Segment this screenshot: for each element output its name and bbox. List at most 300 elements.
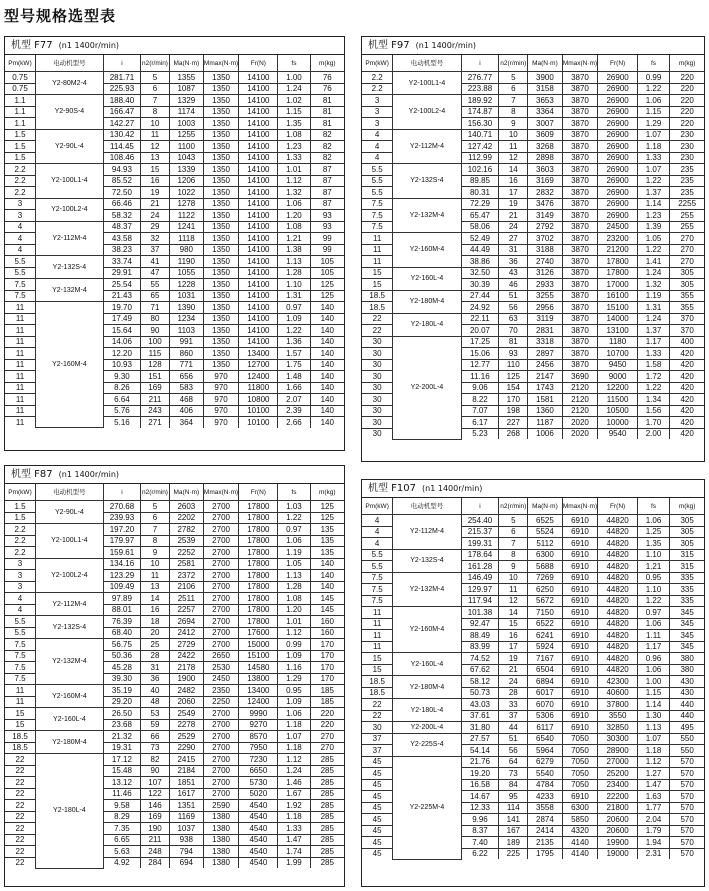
cell-i: 43.58 xyxy=(103,233,140,245)
cell-pm: 7.5 xyxy=(5,662,36,674)
cell-m: 230 xyxy=(670,152,704,164)
cell-ma: 2252 xyxy=(169,547,203,559)
cell-ma: 2278 xyxy=(169,719,203,731)
cell-fs: 1.07 xyxy=(637,733,669,745)
cell-i: 178.64 xyxy=(461,549,499,561)
cell-n: 268 xyxy=(499,428,528,439)
table-row xyxy=(362,653,704,665)
table-row xyxy=(5,708,344,720)
cell-pm: 5.5 xyxy=(5,267,36,279)
cell-m: 99 xyxy=(310,233,344,245)
cell-i: 6.22 xyxy=(461,848,499,859)
cell-fs: 1.33 xyxy=(278,152,310,164)
cell-fs: 1.58 xyxy=(637,359,669,371)
cell-n: 44 xyxy=(499,722,528,734)
cell-m: 285 xyxy=(310,811,344,823)
cell-fs: 2.04 xyxy=(637,814,669,826)
cell-fs: 1.06 xyxy=(637,515,669,527)
cell-fr: 14100 xyxy=(239,290,278,302)
cell-m: 135 xyxy=(310,524,344,536)
cell-pm: 11 xyxy=(362,607,393,619)
cell-fs: 0.97 xyxy=(278,302,310,314)
cell-pm: 5.5 xyxy=(362,561,393,573)
cell-ma: 794 xyxy=(169,846,203,858)
cell-fr: 14100 xyxy=(239,313,278,325)
header-row xyxy=(5,55,344,72)
cell-m: 355 xyxy=(670,290,704,302)
cell-motor: Y2-200L-4 xyxy=(393,722,461,734)
cell-fs: 1.06 xyxy=(278,708,310,720)
cell-m: 140 xyxy=(310,336,344,348)
cell-fs: 1.07 xyxy=(637,164,669,176)
cell-fs: 1.22 xyxy=(637,244,669,256)
cell-m: 550 xyxy=(670,745,704,757)
cell-fs: 1.24 xyxy=(637,313,669,325)
cell-i: 5.23 xyxy=(461,428,499,439)
cell-m: 93 xyxy=(310,210,344,222)
cell-i: 6.64 xyxy=(103,394,140,406)
cell-fr: 26900 xyxy=(598,83,637,95)
cell-fr: 26900 xyxy=(598,129,637,141)
cell-m: 87 xyxy=(310,175,344,187)
cell-fs: 1.22 xyxy=(278,325,310,337)
cell-mmax: 1350 xyxy=(203,267,239,279)
cell-n: 71 xyxy=(141,302,170,314)
cell-m: 76 xyxy=(310,83,344,95)
cell-m: 285 xyxy=(310,788,344,800)
cell-ma: 2415 xyxy=(169,754,203,766)
cell-ma: 583 xyxy=(169,382,203,394)
cell-i: 17.12 xyxy=(103,754,140,766)
cell-n: 243 xyxy=(141,405,170,417)
cell-mmax: 2120 xyxy=(562,382,598,394)
cell-mmax: 1350 xyxy=(203,233,239,245)
cell-fs: 1.14 xyxy=(637,699,669,711)
cell-mmax: 1350 xyxy=(203,348,239,360)
col-header-mmax: Mmax(N·m) xyxy=(203,55,239,72)
cell-n: 63 xyxy=(499,313,528,325)
cell-fr: 17800 xyxy=(239,604,278,616)
cell-pm: 2.2 xyxy=(5,547,36,559)
cell-m: 140 xyxy=(310,302,344,314)
cell-m: 220 xyxy=(670,95,704,107)
cell-fr: 30300 xyxy=(598,733,637,745)
cell-mmax: 2020 xyxy=(562,417,598,429)
cell-fr: 26900 xyxy=(598,95,637,107)
cell-pm: 18.5 xyxy=(362,290,393,302)
cell-m: 220 xyxy=(670,83,704,95)
cell-i: 142.27 xyxy=(103,118,140,130)
cell-pm: 30 xyxy=(362,359,393,371)
cell-pm: 7.5 xyxy=(5,290,36,302)
cell-n: 7 xyxy=(141,95,170,107)
cell-fs: 1.22 xyxy=(637,595,669,607)
cell-m: 335 xyxy=(670,584,704,596)
cell-i: 254.40 xyxy=(461,515,499,527)
cell-fr: 40600 xyxy=(598,687,637,699)
cell-pm: 7.5 xyxy=(362,198,393,210)
cell-fs: 1.79 xyxy=(637,825,669,837)
cell-i: 72.29 xyxy=(461,198,499,210)
cell-fs: 1.47 xyxy=(278,834,310,846)
cell-fs: 1.32 xyxy=(637,279,669,291)
cell-m: 93 xyxy=(310,221,344,233)
cell-mmax: 2700 xyxy=(203,524,239,536)
cell-pm: 45 xyxy=(362,802,393,814)
cell-n: 189 xyxy=(499,837,528,849)
cell-fr: 17800 xyxy=(239,524,278,536)
cell-mmax: 6910 xyxy=(562,607,598,619)
cell-fs: 1.16 xyxy=(278,662,310,674)
cell-m: 125 xyxy=(310,512,344,524)
cell-fr: 44820 xyxy=(598,561,637,573)
cell-ma: 1241 xyxy=(169,221,203,233)
cell-fr: 10100 xyxy=(239,405,278,417)
cell-fs: 1.37 xyxy=(637,187,669,199)
cell-ma: 2511 xyxy=(169,593,203,605)
cell-mmax: 970 xyxy=(203,417,239,428)
cell-m: 125 xyxy=(310,279,344,291)
cell-m: 270 xyxy=(310,742,344,754)
cell-n: 15 xyxy=(141,164,170,176)
cell-ma: 2422 xyxy=(169,650,203,662)
cell-fr: 14100 xyxy=(239,279,278,291)
cell-i: 25.54 xyxy=(103,279,140,291)
table-row xyxy=(5,501,344,513)
cell-ma: 6300 xyxy=(528,549,562,561)
cell-fs: 1.92 xyxy=(278,800,310,812)
cell-i: 134.16 xyxy=(103,558,140,570)
cell-pm: 3 xyxy=(362,95,393,107)
cell-m: 420 xyxy=(670,428,704,439)
cell-ma: 3900 xyxy=(528,72,562,84)
cell-mmax: 970 xyxy=(203,382,239,394)
cell-motor: Y2-90S-4 xyxy=(36,95,104,130)
cell-fs: 1.07 xyxy=(278,731,310,743)
cell-fs: 0.95 xyxy=(637,572,669,584)
cell-i: 35.19 xyxy=(103,685,140,697)
cell-pm: 45 xyxy=(362,848,393,859)
cell-ma: 2456 xyxy=(528,359,562,371)
cell-i: 13.12 xyxy=(103,777,140,789)
table-row xyxy=(5,524,344,536)
cell-mmax: 5850 xyxy=(562,814,598,826)
cell-n: 31 xyxy=(499,244,528,256)
cell-m: 235 xyxy=(670,187,704,199)
cell-n: 8 xyxy=(141,106,170,118)
cell-fs: 1.18 xyxy=(278,742,310,754)
cell-ma: 2257 xyxy=(169,604,203,616)
cell-n: 55 xyxy=(141,279,170,291)
cell-mmax: 6910 xyxy=(562,664,598,676)
cell-n: 7 xyxy=(141,524,170,536)
cell-fs: 1.15 xyxy=(637,687,669,699)
table-row xyxy=(5,685,344,697)
cell-mmax: 2450 xyxy=(203,673,239,685)
cell-pm: 4 xyxy=(5,604,36,616)
cell-n: 32 xyxy=(141,233,170,245)
cell-n: 18 xyxy=(141,616,170,628)
header-row xyxy=(5,484,344,501)
cell-mmax: 3870 xyxy=(562,256,598,268)
cell-m: 230 xyxy=(670,129,704,141)
cell-pm: 22 xyxy=(5,777,36,789)
cell-fs: 0.97 xyxy=(278,524,310,536)
cell-fs: 1.35 xyxy=(637,538,669,550)
cell-fr: 17800 xyxy=(239,570,278,582)
cell-ma: 3126 xyxy=(528,267,562,279)
cell-fr: 10500 xyxy=(598,405,637,417)
cell-ma: 6070 xyxy=(528,699,562,711)
cell-pm: 1.5 xyxy=(5,501,36,513)
cell-i: 8.37 xyxy=(461,825,499,837)
header-row xyxy=(362,55,704,72)
cell-n: 154 xyxy=(499,382,528,394)
cell-pm: 15 xyxy=(362,279,393,291)
cell-pm: 3 xyxy=(5,581,36,593)
cell-ma: 3364 xyxy=(528,106,562,118)
col-header-i: i xyxy=(103,484,140,501)
cell-n: 151 xyxy=(141,371,170,383)
cell-ma: 5688 xyxy=(528,561,562,573)
cell-fs: 1.09 xyxy=(278,696,310,708)
cell-fr: 17800 xyxy=(239,616,278,628)
cell-i: 21.43 xyxy=(103,290,140,302)
cell-pm: 11 xyxy=(5,336,36,348)
cell-ma: 1174 xyxy=(169,106,203,118)
cell-fs: 1.23 xyxy=(637,210,669,222)
cell-mmax: 6910 xyxy=(562,538,598,550)
cell-fs: 1.74 xyxy=(278,846,310,858)
cell-ma: 1169 xyxy=(169,811,203,823)
cell-m: 440 xyxy=(670,710,704,722)
cell-m: 185 xyxy=(310,685,344,697)
cell-fr: 12400 xyxy=(239,371,278,383)
cell-motor: Y2-132S-4 xyxy=(36,256,104,279)
cell-mmax: 1350 xyxy=(203,141,239,153)
cell-ma: 1795 xyxy=(528,848,562,859)
cell-n: 12 xyxy=(499,152,528,164)
cell-pm: 11 xyxy=(362,256,393,268)
cell-fs: 1.33 xyxy=(637,152,669,164)
cell-n: 10 xyxy=(141,118,170,130)
cell-fr: 17800 xyxy=(239,535,278,547)
cell-mmax: 1350 xyxy=(203,244,239,256)
cell-ma: 3476 xyxy=(528,198,562,210)
cell-m: 170 xyxy=(310,673,344,685)
cell-i: 199.31 xyxy=(461,538,499,550)
cell-m: 170 xyxy=(310,650,344,662)
col-header-m: m(kg) xyxy=(670,498,704,515)
cell-fr: 44820 xyxy=(598,584,637,596)
cell-ma: 2147 xyxy=(528,371,562,383)
cell-i: 108.46 xyxy=(103,152,140,164)
cell-ma: 2832 xyxy=(528,187,562,199)
table-row xyxy=(5,616,344,628)
cell-n: 41 xyxy=(141,256,170,268)
cell-fr: 44820 xyxy=(598,515,637,527)
cell-pm: 4 xyxy=(362,141,393,153)
cell-motor: Y2-112M-4 xyxy=(36,221,104,256)
cell-pm: 5.5 xyxy=(362,175,393,187)
machine-type-label: 机型 F87 xyxy=(11,469,53,480)
cell-i: 5.76 xyxy=(103,405,140,417)
cell-i: 52.49 xyxy=(461,233,499,245)
cell-mmax: 2700 xyxy=(203,742,239,754)
cell-fr: 4540 xyxy=(239,800,278,812)
cell-pm: 4 xyxy=(5,593,36,605)
cell-motor: Y2-180L-4 xyxy=(393,313,461,336)
cell-i: 24.92 xyxy=(461,302,499,314)
cell-fs: 1.05 xyxy=(637,233,669,245)
cell-mmax: 1350 xyxy=(203,325,239,337)
cell-n: 248 xyxy=(141,846,170,858)
cell-n: 190 xyxy=(141,823,170,835)
cell-mmax: 4140 xyxy=(562,837,598,849)
cell-i: 14.67 xyxy=(461,791,499,803)
cell-pm: 4 xyxy=(5,244,36,256)
cell-mmax: 2590 xyxy=(203,800,239,812)
cell-fr: 14100 xyxy=(239,118,278,130)
cell-pm: 18.5 xyxy=(5,731,36,743)
cell-pm: 7.5 xyxy=(362,572,393,584)
cell-ma: 1022 xyxy=(169,187,203,199)
table-row xyxy=(5,256,344,268)
cell-mmax: 6910 xyxy=(562,653,598,665)
cell-fs: 1.08 xyxy=(278,129,310,141)
cell-mmax: 970 xyxy=(203,405,239,417)
cell-ma: 3007 xyxy=(528,118,562,130)
cell-fr: 17800 xyxy=(239,501,278,513)
cell-fr: 10700 xyxy=(598,348,637,360)
cell-fr: 17800 xyxy=(239,512,278,524)
cell-ma: 4784 xyxy=(528,779,562,791)
cell-fs: 1.18 xyxy=(278,811,310,823)
cell-fr: 19000 xyxy=(598,848,637,859)
cell-n: 11 xyxy=(499,584,528,596)
cell-i: 44.49 xyxy=(461,244,499,256)
cell-fr: 20600 xyxy=(598,814,637,826)
cell-fr: 44820 xyxy=(598,618,637,630)
spec-table xyxy=(362,55,704,440)
cell-m: 570 xyxy=(670,825,704,837)
cell-i: 156.30 xyxy=(461,118,499,130)
cell-n: 5 xyxy=(499,515,528,527)
cell-i: 39.30 xyxy=(103,673,140,685)
cell-pm: 4 xyxy=(362,129,393,141)
cell-i: 12.33 xyxy=(461,802,499,814)
cell-ma: 991 xyxy=(169,336,203,348)
cell-fs: 1.09 xyxy=(278,650,310,662)
cell-m: 81 xyxy=(310,106,344,118)
cell-pm: 11 xyxy=(5,325,36,337)
cell-fr: 14100 xyxy=(239,175,278,187)
cell-i: 67.62 xyxy=(461,664,499,676)
cell-i: 20.07 xyxy=(461,325,499,337)
cell-motor: Y2-180L-4 xyxy=(36,754,104,869)
cell-fr: 15100 xyxy=(598,302,637,314)
cell-m: 285 xyxy=(310,754,344,766)
cell-i: 130.42 xyxy=(103,129,140,141)
cell-m: 160 xyxy=(310,616,344,628)
cell-pm: 45 xyxy=(362,791,393,803)
machine-type-label: 机型 F97 xyxy=(368,40,410,51)
cell-pm: 30 xyxy=(362,394,393,406)
cell-fr: 21800 xyxy=(598,802,637,814)
cell-pm: 1.1 xyxy=(5,95,36,107)
cell-fs: 1.22 xyxy=(637,175,669,187)
cell-fs: 1.94 xyxy=(637,837,669,849)
cell-mmax: 2700 xyxy=(203,754,239,766)
cell-motor: Y2-132M-4 xyxy=(36,279,104,302)
cell-m: 99 xyxy=(310,244,344,256)
cell-pm: 45 xyxy=(362,837,393,849)
table-row xyxy=(362,722,704,734)
cell-motor: Y2-90L-4 xyxy=(36,501,104,524)
cell-mmax: 1350 xyxy=(203,313,239,325)
cell-m: 235 xyxy=(670,164,704,176)
cell-pm: 30 xyxy=(362,417,393,429)
cell-i: 270.68 xyxy=(103,501,140,513)
cell-motor: Y2-225S-4 xyxy=(393,733,461,756)
cell-motor: Y2-200L-4 xyxy=(393,336,461,439)
cell-ma: 2290 xyxy=(169,742,203,754)
cell-n: 93 xyxy=(499,348,528,360)
col-header-fs: fs xyxy=(278,484,310,501)
cell-ma: 3188 xyxy=(528,244,562,256)
cell-fr: 4540 xyxy=(239,846,278,858)
col-header-pm: Pm(kW) xyxy=(5,484,36,501)
cell-fs: 1.19 xyxy=(278,547,310,559)
cell-fs: 1.77 xyxy=(637,802,669,814)
cell-i: 179.97 xyxy=(103,535,140,547)
cell-fs: 1.99 xyxy=(278,857,310,868)
cell-pm: 18.5 xyxy=(5,742,36,754)
cell-m: 430 xyxy=(670,676,704,688)
table-row xyxy=(5,558,344,570)
cell-ma: 1339 xyxy=(169,164,203,176)
cell-motor: Y2-160M-4 xyxy=(393,607,461,653)
cell-i: 65.47 xyxy=(461,210,499,222)
cell-n: 115 xyxy=(141,348,170,360)
cell-ma: 2106 xyxy=(169,581,203,593)
cell-mmax: 6910 xyxy=(562,699,598,711)
cell-ma: 2412 xyxy=(169,627,203,639)
cell-mmax: 2020 xyxy=(562,428,598,439)
cell-n: 59 xyxy=(141,719,170,731)
cell-pm: 7.5 xyxy=(5,673,36,685)
cell-i: 30.39 xyxy=(461,279,499,291)
cell-fr: 9990 xyxy=(239,708,278,720)
cell-fr: 4540 xyxy=(239,811,278,823)
cell-fr: 44820 xyxy=(598,664,637,676)
cell-fs: 2.39 xyxy=(278,405,310,417)
spec-table xyxy=(5,484,344,869)
cell-fs: 1.30 xyxy=(637,710,669,722)
cell-fr: 12200 xyxy=(598,382,637,394)
cell-i: 9.58 xyxy=(103,800,140,812)
cell-ma: 2581 xyxy=(169,558,203,570)
cell-n: 8 xyxy=(499,549,528,561)
cell-m: 270 xyxy=(310,731,344,743)
cell-n: 24 xyxy=(499,221,528,233)
cell-n: 6 xyxy=(499,526,528,538)
cell-ma: 1355 xyxy=(169,72,203,84)
cell-m: 170 xyxy=(310,639,344,651)
cell-mmax: 3870 xyxy=(562,244,598,256)
cell-fr: 4540 xyxy=(239,823,278,835)
cell-n: 40 xyxy=(141,685,170,697)
